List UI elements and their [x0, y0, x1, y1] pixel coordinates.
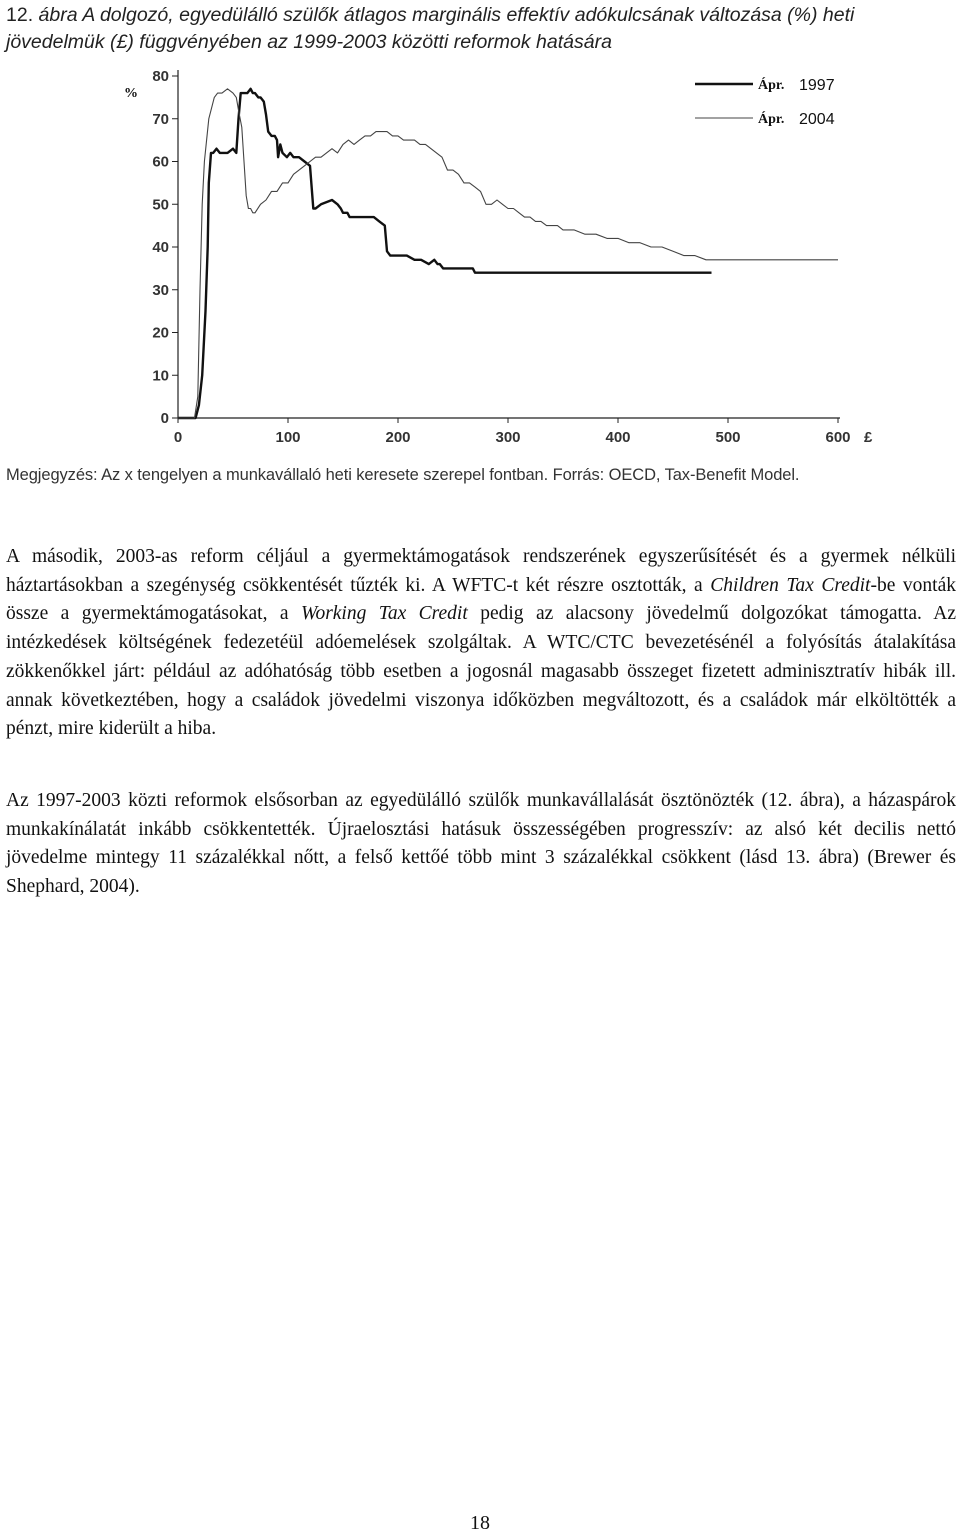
legend-year-2: 2004: [799, 111, 835, 128]
y-tick-label: 60: [152, 153, 169, 171]
y-tick-label: 80: [152, 68, 169, 85]
tax-rate-line-chart: [110, 60, 880, 460]
paragraph-1-part-a: A második, 2003-as reform céljául a gyermektámogatások rendszerének egyszerűsítését és a gyermek nélküli háztartásokban a szegénység csökkentését tűzték ki. A WFTC-t két részre osztották, a: [6, 546, 956, 596]
y-tick-labels: [152, 68, 178, 427]
paragraph-1-part-c: pedig az alacsony jövedelmű dolgozókat támogatta. Az intézkedések költségének fedezetéül adóemelések szolgáltak. A WTC/CTC bevezetésénél a folyósítás átalakítása zökkenőkkel járt: például az adóhatóság több esetben a jogosnál magasabb összeget fizetett adminisztratív hibák ill. annak következtében, hogy a családok jövedelmi viszonya időközben megváltozott, és a családok már elköltötték a pénzt, mire kiderült a hiba.: [6, 603, 956, 740]
chart-series-lines: [178, 89, 838, 418]
x-tick-label: 500: [715, 429, 741, 446]
paragraph-1: [6, 543, 956, 744]
y-tick-label: 20: [152, 324, 169, 342]
x-tick-label: 100: [275, 429, 301, 446]
x-tick-label: 200: [385, 429, 411, 446]
paragraph-1-part-b: -be vonták össze a gyermektámogatásokat, a: [6, 574, 956, 625]
x-axis-label: £: [864, 429, 873, 446]
chart-legend: [695, 76, 835, 128]
y-axis-label: %: [124, 86, 138, 101]
paragraph-2: Az 1997-2003 közti reformok elsősorban az egyedülálló szülők munkavállalását ösztönözték (12. ábra), a házaspárok munkakínálatát inkább csökkentették. Újraelosztási hatásuk összességében progresszív: az alsó két decilis nettó jövedelme mintegy 11 százalékkal nőtt, a felső kettőé több mint 3 százalékkal csökkent (lásd 13. ábra) (Brewer és Shephard, 2004).: [6, 790, 956, 898]
y-tick-label: 50: [152, 196, 169, 214]
children-tax-credit-term: Children Tax Credit: [710, 574, 871, 596]
y-tick-label: 30: [152, 281, 169, 299]
figure-caption-text: ábra A dolgozó, egyedülálló szülők átlagos marginális effektív adókulcsának változása (%) heti jövedelmük (£) függvényében az 1999-2003 közötti reformok hatására: [6, 4, 855, 53]
chart-axes: [178, 70, 840, 418]
legend-label-1: Ápr.: [758, 78, 785, 93]
x-tick-label: 300: [495, 429, 521, 446]
working-tax-credit-term: Working Tax Credit: [300, 603, 468, 625]
y-tick-label: 70: [152, 110, 169, 128]
y-tick-label: 10: [152, 367, 169, 385]
x-tick-label: 600: [825, 429, 851, 446]
y-tick-label: 0: [160, 410, 169, 427]
x-tick-label: 400: [605, 429, 631, 446]
figure-caption: [6, 2, 956, 56]
legend-label-2: Ápr.: [758, 112, 785, 127]
figure-note: Megjegyzés: Az x tengelyen a munkavállaló heti keresete szerepel fontban. Forrás: OECD, Tax-Benefit Model.: [6, 466, 800, 484]
series-line-1: [178, 89, 712, 418]
y-tick-label: 40: [152, 239, 169, 256]
legend-year-1: 1997: [799, 77, 835, 94]
figure-number: 12.: [6, 4, 34, 26]
page-number: 18: [470, 1512, 490, 1534]
x-tick-label: 0: [173, 429, 183, 446]
x-tick-labels: [174, 418, 851, 446]
